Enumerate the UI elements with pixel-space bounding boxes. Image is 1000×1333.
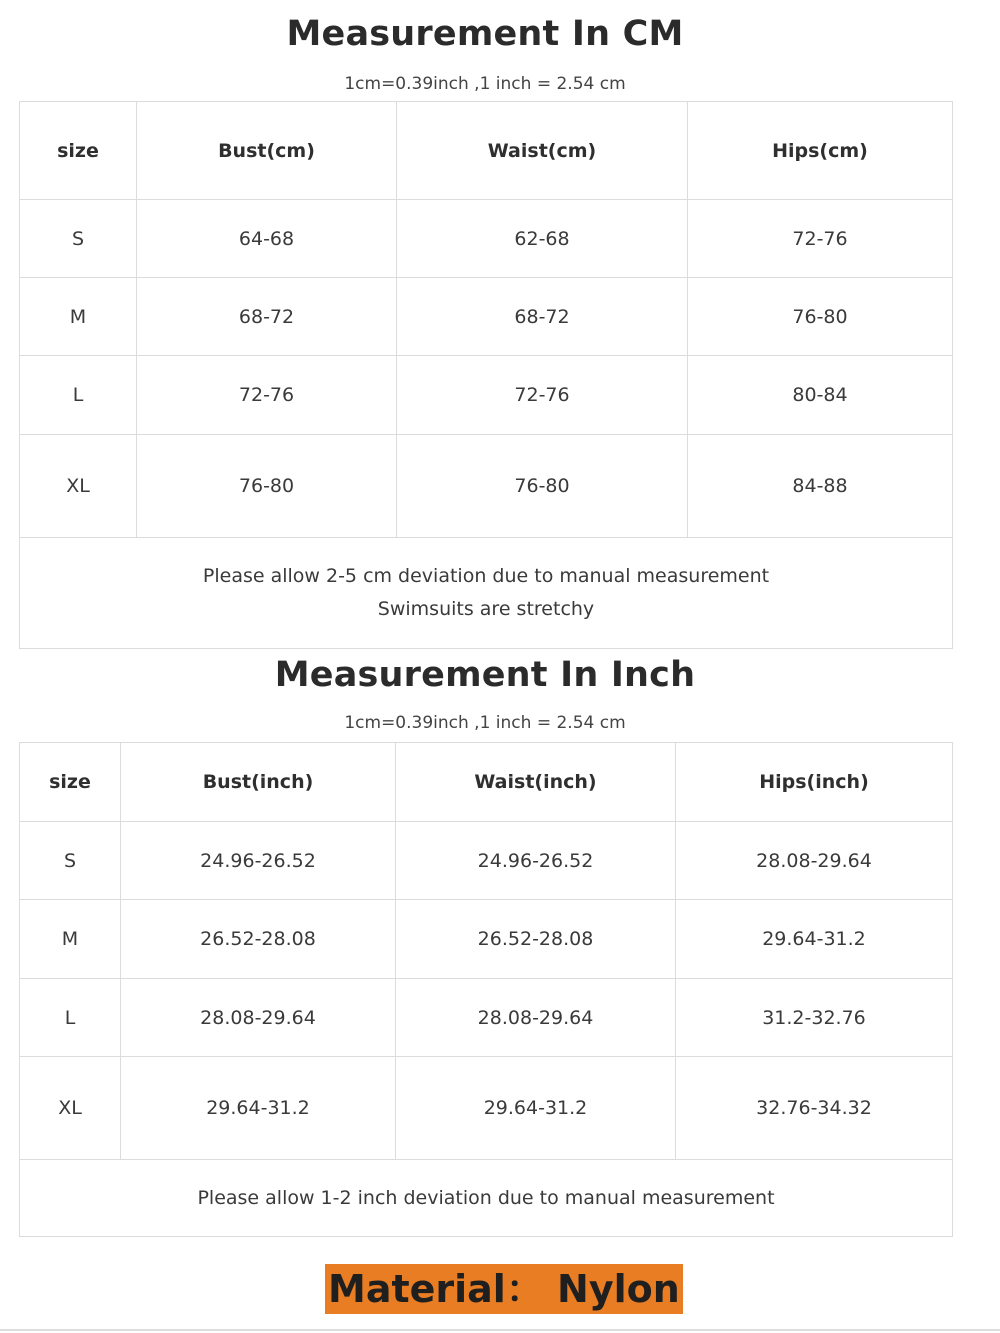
hips-cell: 72-76 [688, 200, 953, 278]
table-row [20, 435, 953, 538]
table-header-row [20, 743, 953, 822]
inch-conversion-note: 1cm=0.39inch ,1 inch = 2.54 cm [344, 713, 626, 733]
waist-cell: 24.96-26.52 [396, 822, 676, 900]
bust-cell: 72-76 [137, 356, 397, 435]
waist-cell: 72-76 [397, 356, 688, 435]
hips-cell: 32.76-34.32 [676, 1057, 953, 1160]
cm-conversion-note: 1cm=0.39inch ,1 inch = 2.54 cm [344, 74, 626, 94]
header-waist: Waist(inch) [396, 743, 676, 822]
hips-cell: 76-80 [688, 278, 953, 356]
bust-cell: 68-72 [137, 278, 397, 356]
header-bust: Bust(cm) [137, 102, 397, 200]
waist-cell: 62-68 [397, 200, 688, 278]
hips-cell: 29.64-31.2 [676, 900, 953, 979]
size-cell: L [20, 979, 121, 1057]
deviation-note [20, 1160, 953, 1237]
table-row [20, 1057, 953, 1160]
cm-section-title: Measurement In CM [286, 14, 684, 54]
header-size: size [20, 102, 137, 200]
cm-size-table [19, 101, 953, 649]
stretch-note-line: Swimsuits are stretchy [377, 598, 595, 620]
header-hips: Hips(inch) [676, 743, 953, 822]
table-row [20, 822, 953, 900]
waist-cell: 26.52-28.08 [396, 900, 676, 979]
table-row [20, 200, 953, 278]
table-row [20, 979, 953, 1057]
waist-cell: 76-80 [397, 435, 688, 538]
size-cell: XL [20, 1057, 121, 1160]
size-cell: S [20, 200, 137, 278]
deviation-note-line: Please allow 2-5 cm deviation due to manual measurement [202, 565, 770, 587]
table-header-row [20, 102, 953, 200]
table-row [20, 356, 953, 435]
hips-cell: 31.2-32.76 [676, 979, 953, 1057]
bust-cell: 76-80 [137, 435, 397, 538]
waist-cell: 68-72 [397, 278, 688, 356]
bust-cell: 64-68 [137, 200, 397, 278]
size-cell: L [20, 356, 137, 435]
size-cell: M [20, 900, 121, 979]
size-cell: XL [20, 435, 137, 538]
bust-cell: 28.08-29.64 [121, 979, 396, 1057]
header-waist: Waist(cm) [397, 102, 688, 200]
size-cell: S [20, 822, 121, 900]
bust-cell: 24.96-26.52 [121, 822, 396, 900]
deviation-note [20, 538, 953, 649]
inch-section-title: Measurement In Inch [274, 655, 696, 695]
table-note-row [20, 538, 953, 649]
header-size: size [20, 743, 121, 822]
hips-cell: 84-88 [688, 435, 953, 538]
bust-cell: 26.52-28.08 [121, 900, 396, 979]
header-hips: Hips(cm) [688, 102, 953, 200]
waist-cell: 28.08-29.64 [396, 979, 676, 1057]
size-cell: M [20, 278, 137, 356]
deviation-note-line: Please allow 1-2 inch deviation due to manual measurement [197, 1186, 775, 1209]
waist-cell: 29.64-31.2 [396, 1057, 676, 1160]
table-row [20, 278, 953, 356]
hips-cell: 80-84 [688, 356, 953, 435]
inch-size-table [19, 742, 953, 1237]
table-note-row [20, 1160, 953, 1237]
bottom-divider [0, 1329, 1000, 1331]
table-row [20, 900, 953, 979]
hips-cell: 28.08-29.64 [676, 822, 953, 900]
material-label: Material： Nylon [325, 1264, 683, 1314]
header-bust: Bust(inch) [121, 743, 396, 822]
bust-cell: 29.64-31.2 [121, 1057, 396, 1160]
